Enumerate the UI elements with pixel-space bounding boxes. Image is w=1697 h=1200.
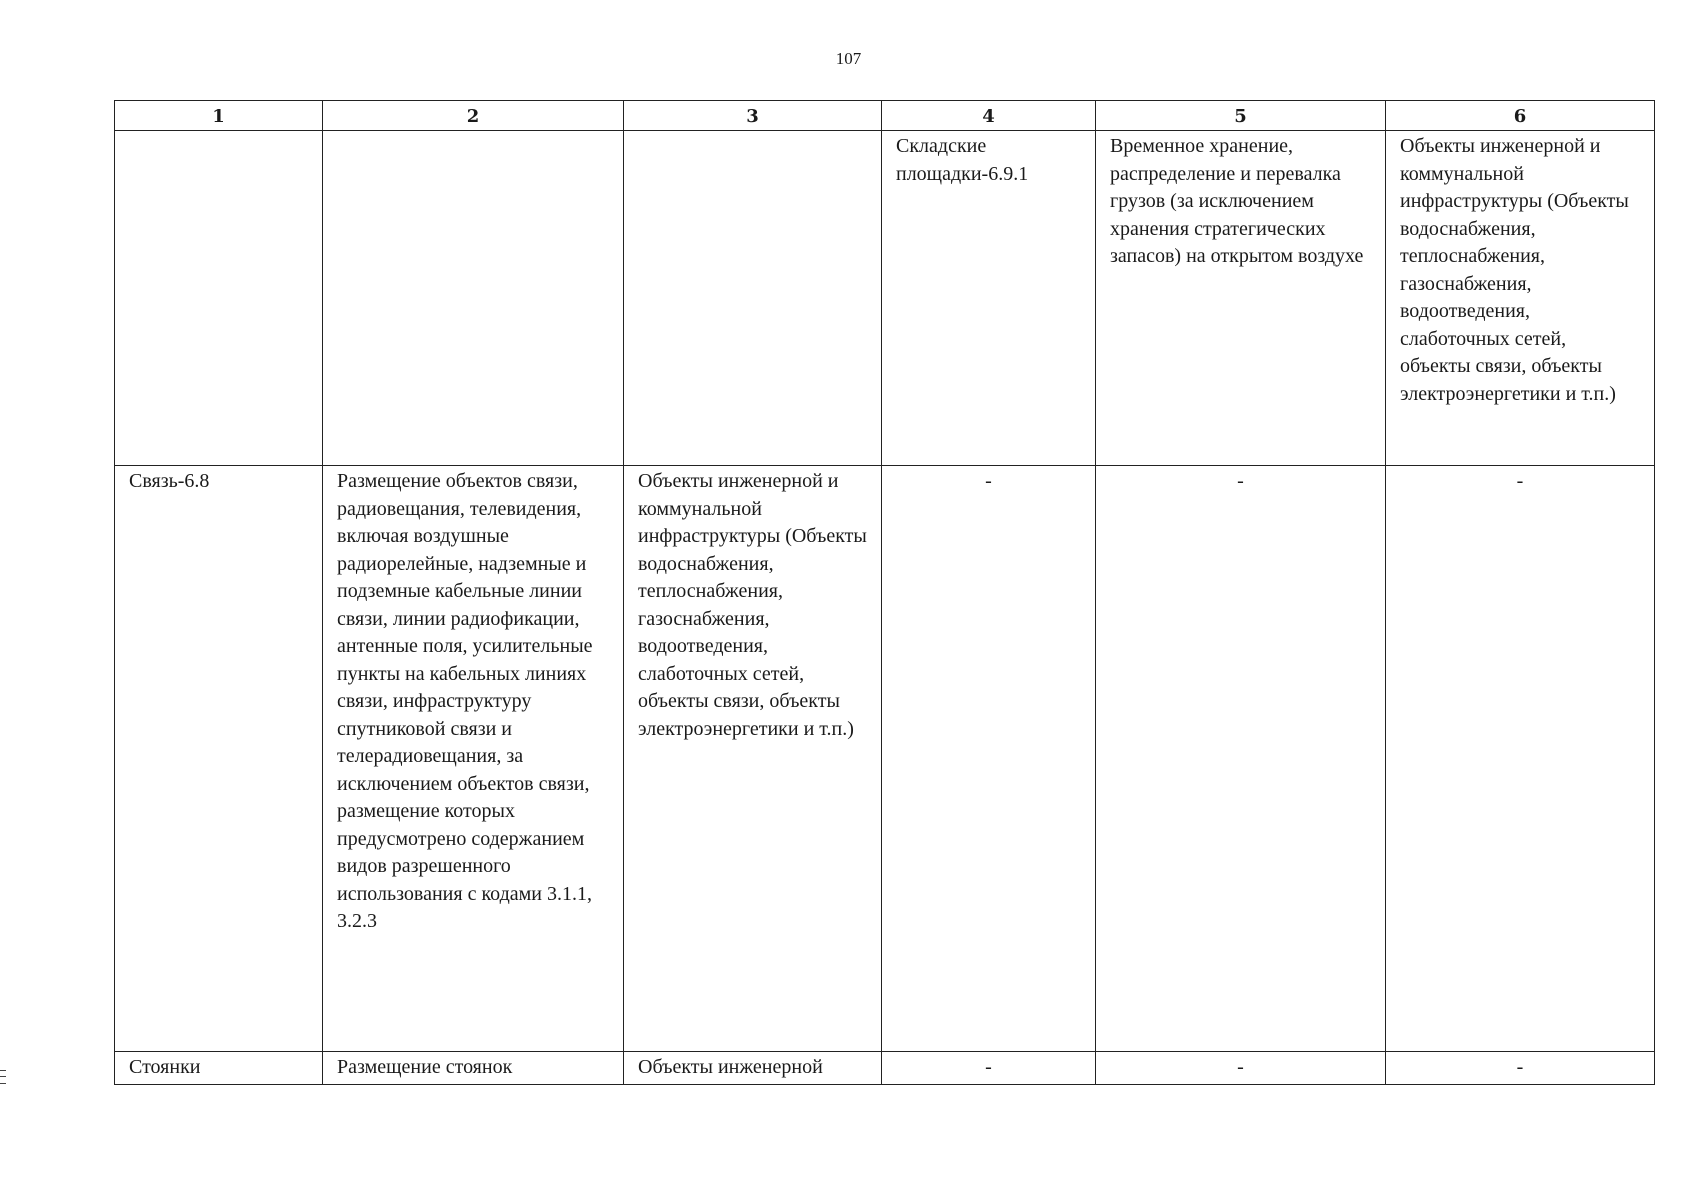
- table-row: [115, 466, 1655, 1052]
- table-header-row: [115, 101, 1655, 131]
- table-cell: Объекты инженерной: [624, 1052, 882, 1085]
- table-cell: Размещение объектов связи, радиовещания, телевидения, включая воздушные радиорелейные, надземные и подземные кабельные линии связи, линии радиофикации, антенные поля, усилительные пункты на кабельных линиях связи, инфраструктуру спутниковой связи и телерадиовещания, за исключением объектов связи, размещение которых предусмотрено содержанием видов разрешенного использования с кодами 3.1.1, 3.2.3: [323, 466, 624, 1052]
- page-number: 107: [835, 49, 862, 68]
- column-header: 1: [115, 101, 323, 131]
- scan-margin-mark: [0, 1070, 6, 1084]
- table-cell: Размещение стоянок: [323, 1052, 624, 1085]
- column-header: 2: [323, 101, 624, 131]
- table-cell: Стоянки: [115, 1052, 323, 1085]
- table-cell: -: [882, 1052, 1096, 1085]
- table-cell: [323, 131, 624, 466]
- land-use-table: [114, 100, 1655, 1085]
- table-cell: -: [1386, 466, 1655, 1052]
- table-cell: Объекты инженерной и коммунальной инфраструктуры (Объекты водоснабжения, теплоснабжения, газоснабжения, водоотведения, слаботочных сетей, объекты связи, объекты электроэнергетики и т.п.): [1386, 131, 1655, 466]
- column-header: 5: [1096, 101, 1386, 131]
- column-header: 6: [1386, 101, 1655, 131]
- table-cell: -: [882, 466, 1096, 1052]
- table-row: [115, 1052, 1655, 1085]
- column-header: 4: [882, 101, 1096, 131]
- table-cell: [115, 131, 323, 466]
- column-header: 3: [624, 101, 882, 131]
- table-cell: Связь-6.8: [115, 466, 323, 1052]
- table-cell: -: [1386, 1052, 1655, 1085]
- table-cell: Временное хранение, распределение и перевалка грузов (за исключением хранения стратегических запасов) на открытом воздухе: [1096, 131, 1386, 466]
- table-cell: -: [1096, 466, 1386, 1052]
- table-cell: Объекты инженерной и коммунальной инфраструктуры (Объекты водоснабжения, теплоснабжения, газоснабжения, водоотведения, слаботочных сетей, объекты связи, объекты электроэнергетики и т.п.): [624, 466, 882, 1052]
- table-cell: [624, 131, 882, 466]
- table-row: [115, 131, 1655, 466]
- table-cell: Складские площадки-6.9.1: [882, 131, 1096, 466]
- table-cell: -: [1096, 1052, 1386, 1085]
